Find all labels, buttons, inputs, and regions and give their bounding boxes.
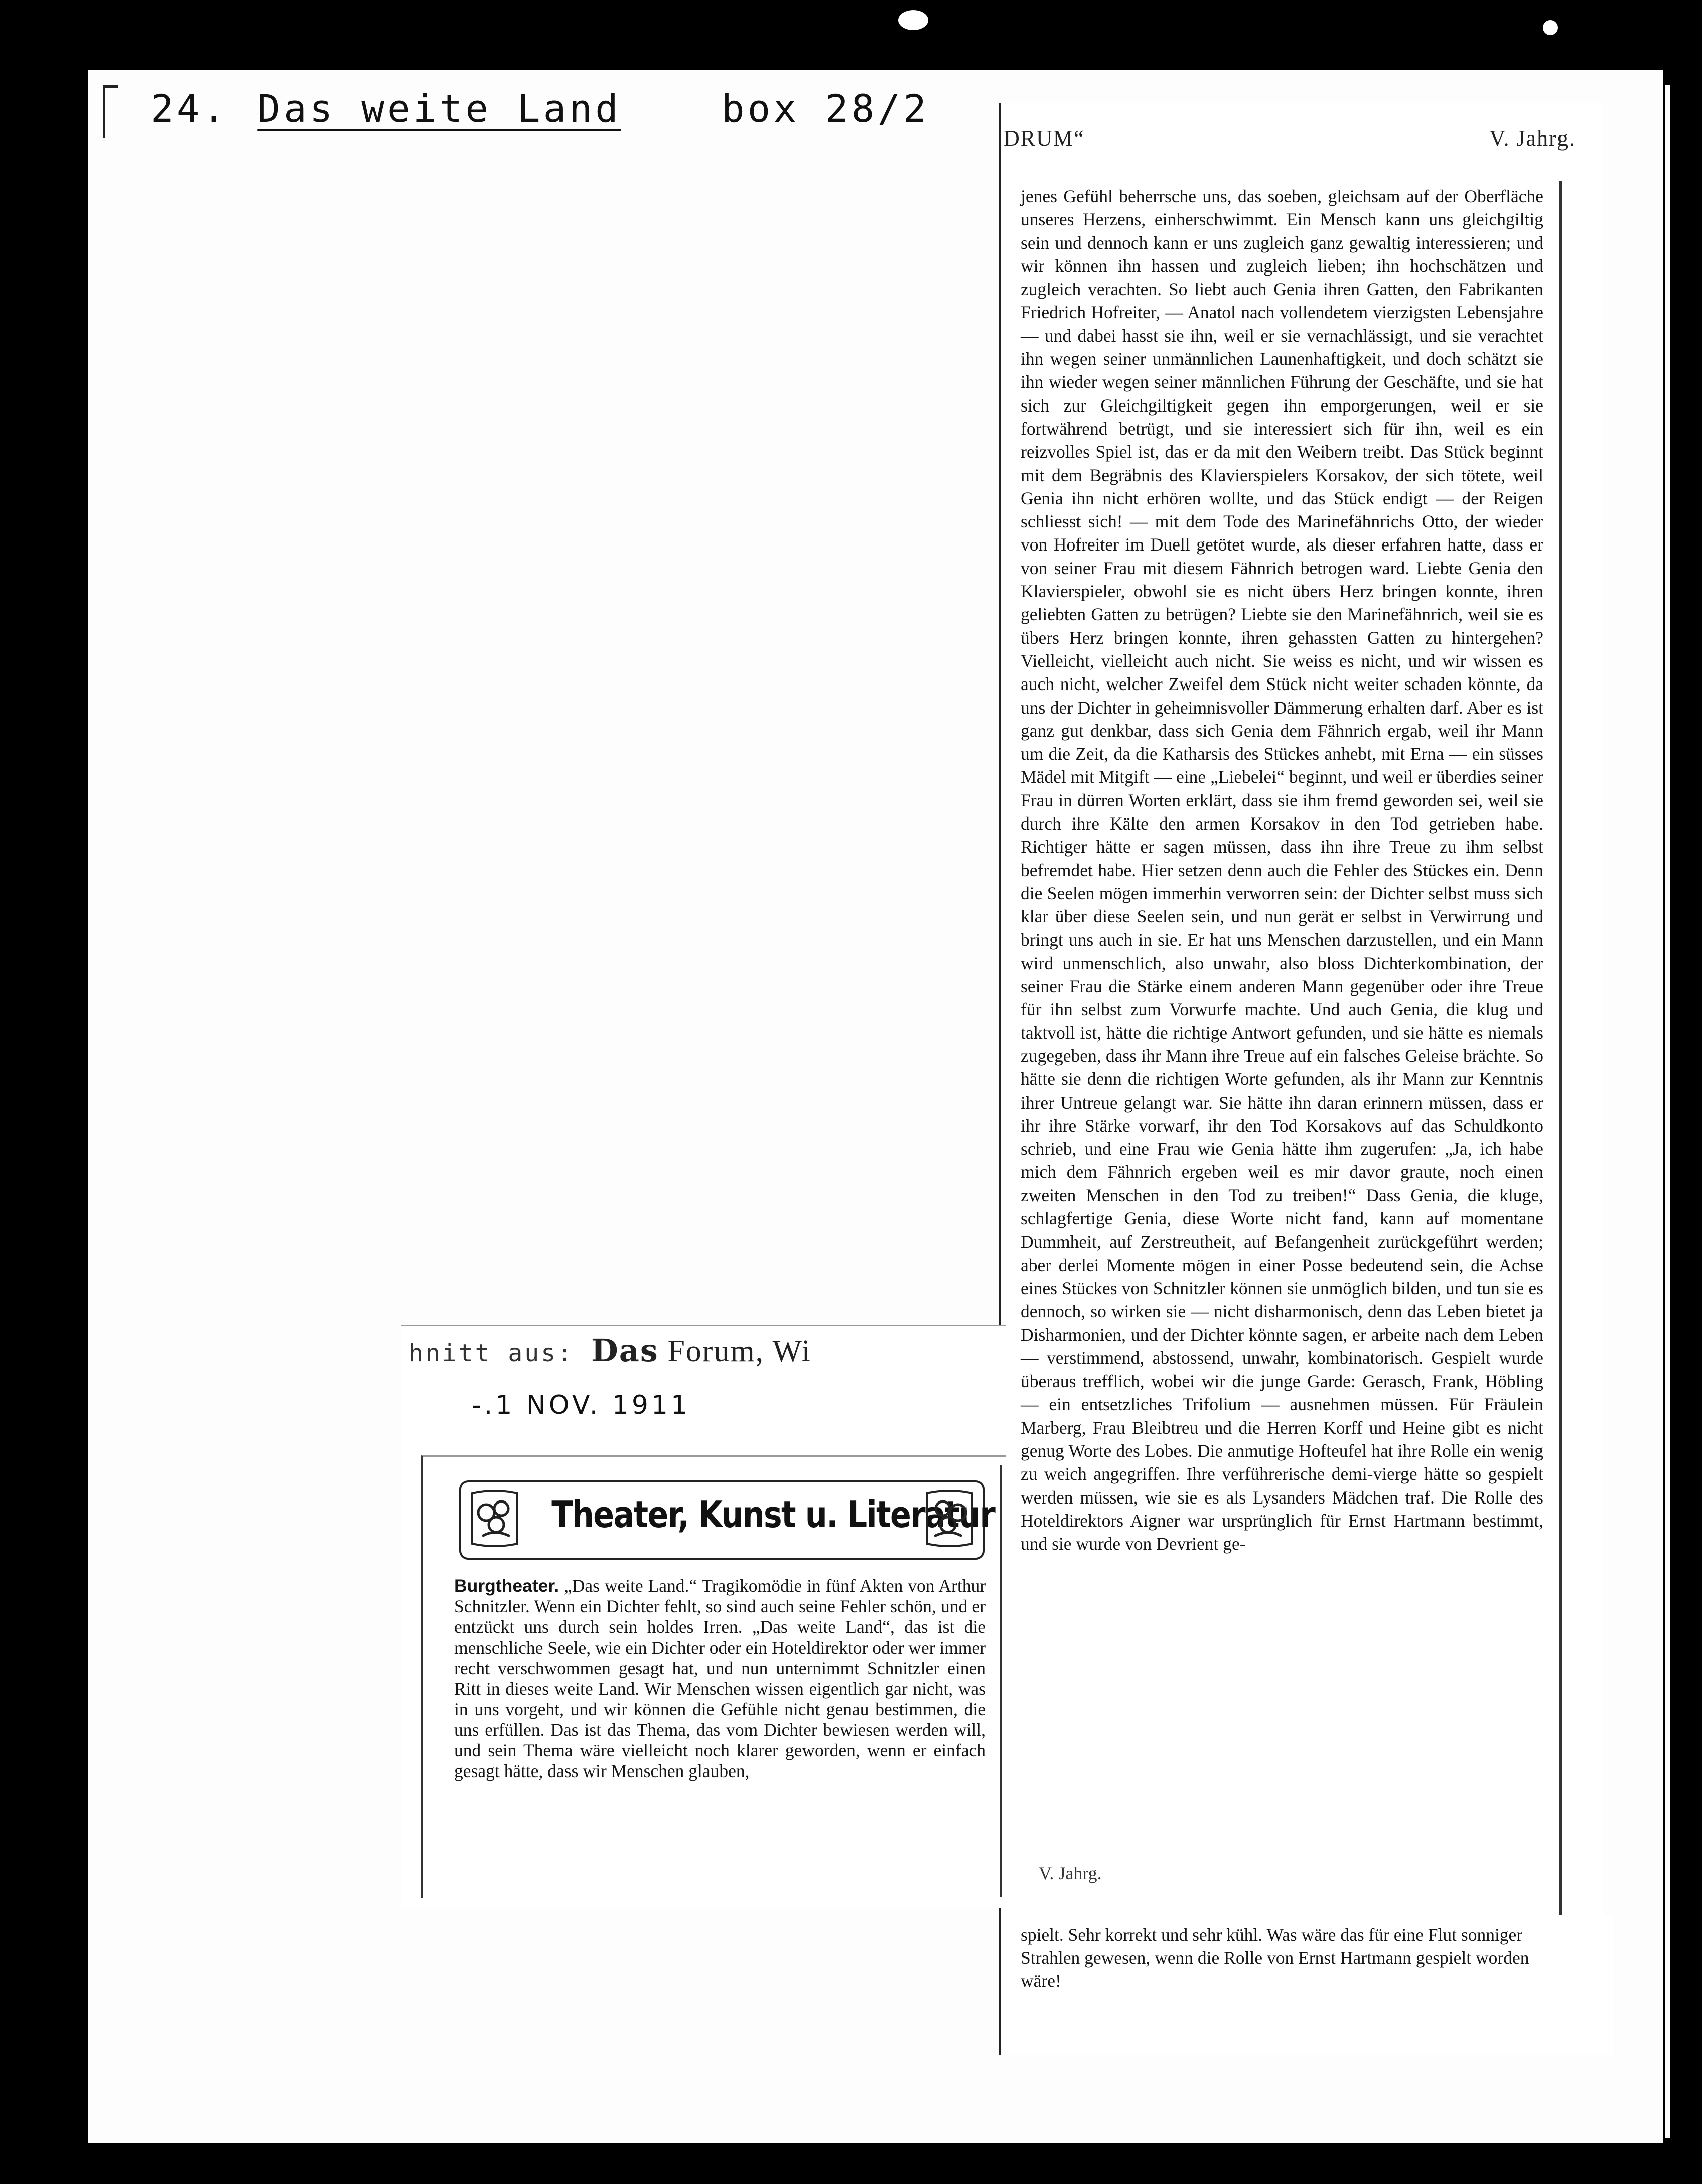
clipping-source (409, 1332, 811, 1370)
column-body-text: jenes Gefühl beherrsche uns, das soeben, gleichsam auf der Oberfläche unseres Herzens, einherschwimmt. Ein Mensch kann uns gleichgiltig sein und dennoch kann er uns zugleich ganz gewaltig interessieren; und wir können ihn hassen und zugleich lieben; ihn hochschätzen und zugleich verachten. So liebt auch Genia ihren Gatten, den Fabrikanten Friedrich Hofreiter, — Anatol nach vollendetem vierzigsten Lebensjahre — und dabei hasst sie ihn, weil er sie vernachlässigt, und sie verachtet ihn wegen seiner unmännlichen Launenhaftigkeit, und doch schätzt sie ihn wieder wegen seiner männlichen Führung der Geschäfte, und sie hat sich zur Gleichgiltigkeit gegen ihn emporgerungen, weil er sie fortwährend betrügt, und sie interessiert sich für ihn, weil es ein reizvolles Spiel ist, das er da mit den Weibern treibt. Das Stück beginnt mit dem Begräbnis des Klavierspielers Korsakov, der sich tötete, weil Genia ihn nicht erhören wollte, und das Stück endigt — der Reigen schliesst sich! — mit dem Tode des Marinefähnrichs Otto, der wieder von Hofreiter im Duell getötet wurde, als dieser erfahren hatte, dass er von seiner Frau mit diesem Fähnrich betrogen ward. Liebte Genia den Klavierspieler, obwohl sie es nicht übers Herz bringen konnte, ihren geliebten Gatten zu betrügen? Liebte sie den Marinefähnrich, weil sie es übers Herz bringen konnte, ihren gehassten Gatten zu hintergehen? Vielleicht, vielleicht auch nicht. Sie weiss es nicht, und wir wissen es auch nicht, welcher Zweifel dem Stück nicht weiter schaden könnte, da uns der Dichter in geheimnisvoller Dämmerung erhalten darf. Aber es ist ganz gut denkbar, dass sich Genia dem Fähnrich ergab, weil ihr Mann um die Zeit, da die Katharsis des Stückes anhebt, mit Erna — ein süsses Mädel mit Mitgift — eine „Liebelei“ beginnt, und weil er überdies seiner Frau in dürren Worten erklärt, dass sie ihm fremd geworden sei, weil sie durch ihre Kälte den armen Korsakov in den Tod getrieben habe. Richtiger hätte er sagen müssen, dass ihn ihre Treue zu ihm selbst befremdet habe. Hier setzen denn auch die Fehler des Stückes ein. Denn die Seelen mögen immerhin verworren sein: der Dichter selbst muss sich klar über diese Seelen sein, und nun gerät er selbst in Verwirrung und bringt uns auch in sie. Er hat uns Menschen darzustellen, und ein Mann wird unmenschlich, also unwahr, also bloss Dichterkombination, der seiner Frau die Stärke einem anderen Mann gegenüber oder ihre Treue für ihn selbst zum Vorwurfe machte. Und auch Genia, die klug und taktvoll ist, hätte die richtige Antwort gefunden, und sie hätte es niemals zugegeben, dass ihr Mann ihre Treue auf ein falsches Geleise brächte. So hätte sie denn die richtigen Worte gefunden, als ihr Mann zur Kenntnis ihrer Untreue gelangt war. Sie hätte ihn daran erinnern müssen, dass er ihr ihre Stärke vorwarf, ihr den Tod Korsakovs auf das Schuldkonto schrieb, und eine Frau wie Genia hätte ihm zugerufen: „Ja, ich habe mich dem Fähnrich ergeben weil es mir davor graute, noch einen zweiten Menschen in den Tod zu treiben!“ Dass Genia, die kluge, schlagfertige Genia, diese Worte nicht fand, kann auf momentane Dummheit, auf Zerstreutheit, auf Befangenheit zurückgeführt werden; aber derlei Momente mögen in einer Posse bedeutend sein, die Achse eines Stückes von Schnitzler können sie unmöglich bilden, und tun sie es dennoch, so wirken sie — nicht disharmonisch, denn das Leben bietet ja Disharmonien, und der Dichter könnte sagen, er arbeite nach dem Leben — verstimmend, abstossend, unwahr, kombinatorisch. Gespielt wurde überaus trefflich, wobei wir die junge Garde: Gerasch, Frank, Höbling — ein entsetzliches Trifolium — ausnehmen müssen. Für Fräulein Marberg, Frau Bleibtreu und die Herren Korff und Heine gibt es nicht genug Worte des Lobes. Die anmutige Hofteufel hat ihre Rolle ein wenig zu weich angegriffen. Ihre verführerische demi-vierge hätte so gespielt werden müssen, wie sie es als Lysanders Mädchen traf. Die Rolle des Hoteldirektors Aigner war ursprünglich für Ernst Hartmann bestimmt, und sie wurde von Devrient ge- (1021, 186, 1543, 1554)
column-header (1004, 120, 1576, 166)
source-paper-rest: Forum, Wi (667, 1334, 811, 1369)
section-banner (459, 1480, 995, 1560)
file-header (151, 86, 929, 131)
column-header-left: DRUM“ (1004, 126, 1085, 151)
date-stamp: -.1 NOV. 1911 (472, 1390, 691, 1420)
film-speck (898, 10, 928, 30)
film-speck (1543, 20, 1558, 35)
source-label: hnitt aus: (409, 1339, 574, 1368)
column-rule (1559, 181, 1562, 1917)
source-paper (591, 1334, 811, 1369)
file-title: Das weite Land (257, 86, 621, 131)
flower-ornament-icon (467, 1488, 522, 1549)
box-label: box 28/2 (721, 86, 929, 131)
column-footer-label: V. Jahrg. (1039, 1863, 1102, 1883)
clipping-lead: Burgtheater. (454, 1576, 559, 1596)
column-header-right: V. Jahrg. (1489, 126, 1576, 151)
flower-ornament-icon (922, 1488, 977, 1549)
corner-mark (103, 85, 118, 138)
clipping-body (454, 1576, 986, 1782)
source-paper-bold: Das (591, 1332, 659, 1369)
continuation-text: spielt. Sehr korrekt und sehr kühl. Was wäre das für eine Flut sonniger Strahlen gewesen, wenn die Rolle von Ernst Hartmann gespielt worden wäre! (1021, 1925, 1529, 1991)
clipping-body-text: „Das weite Land.“ Tragikomödie in fünf Akten von Arthur Schnitzler. Wenn ein Dichter fehlt, so sind auch seine Fehler schön, und er entzückt uns durch sein holdes Irren. „Das weite Land“, das ist die menschliche Seele, wie ein Dichter oder ein Hoteldirektor oder wer immer recht verschwommen gesagt hat, und nun unternimmt Schnitzler einen Ritt in dieses weite Land. Wir Menschen wissen eigentlich gar nicht, was in uns vorgeht, und wir können die Gefühle nicht genau bestimmen, die uns erfüllen. Das ist das Thema, das vom Dichter bewiesen werden will, und sein Thema wäre vielleicht noch klarer geworden, wenn er einfach gesagt hätte, dass wir Menschen glauben, (454, 1576, 986, 1781)
section-title: Theater, Kunst u. Literatur (551, 1493, 995, 1536)
clipping-rule (1000, 1465, 1002, 1897)
page-edge (1665, 85, 1670, 2138)
file-number: 24. (151, 86, 229, 131)
